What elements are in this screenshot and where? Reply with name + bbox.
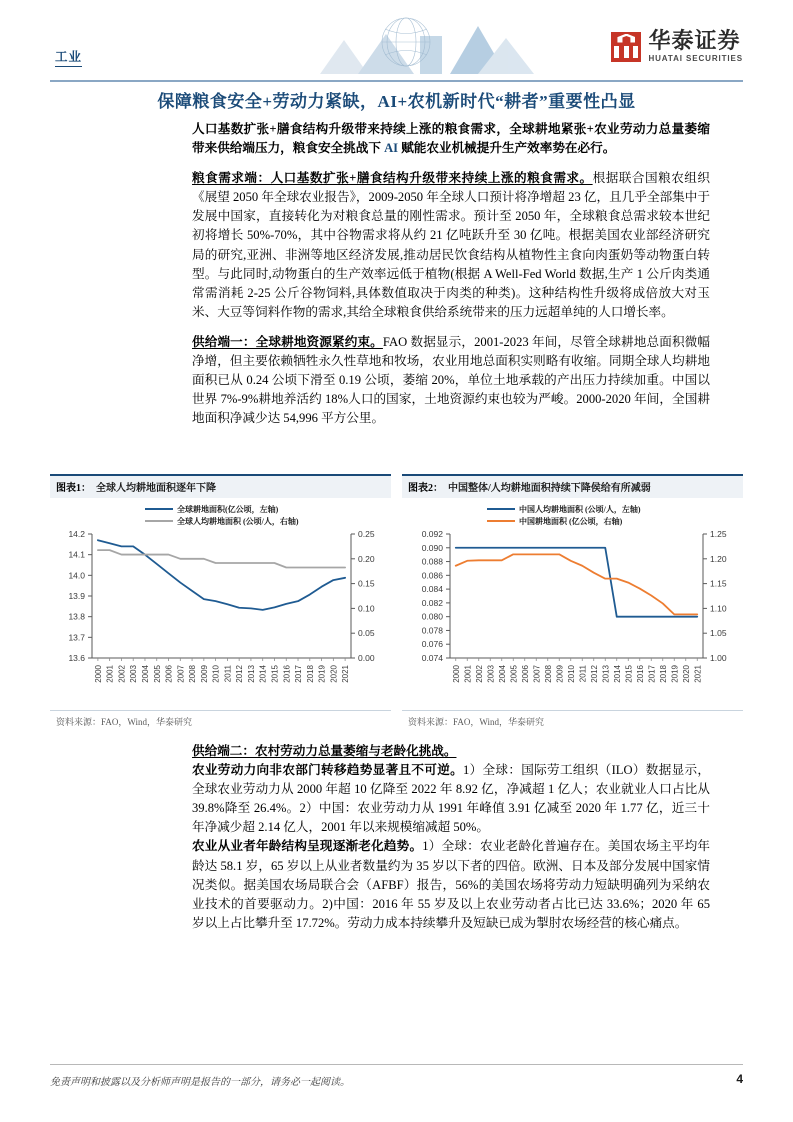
- svg-text:2012: 2012: [235, 665, 245, 683]
- header-decorative-banner: [300, 16, 550, 74]
- exhibit-2-title: 中国整体/人均耕地面积持续下降侯给有所减弱: [448, 483, 651, 494]
- svg-text:2007: 2007: [532, 665, 542, 683]
- svg-text:2020: 2020: [329, 665, 339, 683]
- svg-text:1.05: 1.05: [710, 628, 727, 639]
- svg-text:2014: 2014: [258, 665, 268, 683]
- svg-text:全球耕地面积(亿公顷，左轴): 全球耕地面积(亿公顷，左轴): [177, 505, 279, 514]
- exhibit-1-source: 资料来源：FAO，Wind，华泰研究: [50, 710, 391, 730]
- svg-text:2014: 2014: [612, 665, 622, 683]
- svg-text:0.082: 0.082: [421, 597, 443, 608]
- svg-text:2004: 2004: [497, 665, 507, 683]
- svg-text:2018: 2018: [305, 665, 315, 683]
- svg-text:2007: 2007: [176, 665, 186, 683]
- svg-text:13.6: 13.6: [68, 653, 85, 663]
- svg-text:1.25: 1.25: [710, 529, 727, 539]
- svg-text:2020: 2020: [681, 665, 691, 683]
- svg-text:13.9: 13.9: [68, 591, 85, 601]
- svg-text:2001: 2001: [105, 665, 115, 683]
- svg-text:0.15: 0.15: [358, 578, 375, 589]
- svg-text:0.086: 0.086: [421, 570, 443, 581]
- brand-name-cn: 华泰证券: [648, 28, 741, 53]
- svg-text:2008: 2008: [543, 665, 553, 683]
- svg-text:2013: 2013: [246, 665, 256, 683]
- svg-text:2001: 2001: [463, 665, 473, 683]
- paragraph-aging-heading: 农业从业者年龄结构呈现逐渐老化趋势。: [192, 839, 423, 854]
- svg-text:2009: 2009: [199, 665, 209, 683]
- svg-text:0.092: 0.092: [421, 529, 443, 539]
- svg-text:2003: 2003: [129, 665, 139, 683]
- svg-text:0.088: 0.088: [421, 556, 443, 567]
- lead-ai-token: AI: [384, 141, 399, 156]
- svg-text:13.7: 13.7: [68, 632, 85, 643]
- svg-text:0.20: 0.20: [358, 553, 375, 564]
- svg-text:1.00: 1.00: [710, 653, 727, 663]
- svg-text:2003: 2003: [486, 665, 496, 683]
- header-divider: [50, 80, 743, 82]
- paragraph-demand-heading: 粮食需求端：人口基数扩张+膳食结构升级带来持续上涨的粮食需求。: [192, 171, 593, 186]
- svg-text:2013: 2013: [601, 665, 611, 683]
- svg-text:2004: 2004: [140, 665, 150, 683]
- paragraph-demand: [192, 169, 710, 322]
- svg-text:2017: 2017: [294, 665, 304, 683]
- paragraph-aging-text: 1）全球：农业老龄化普遍存在。美国农场主平均年龄达 58.1 岁，65 岁以上从业者数量约为 35 岁以下者的四倍。欧洲、日本及部分发展中国家情况类似。据美国农场局联合会（AFBF）报告，56%的美国农场将劳动力短缺明确列为采纳农业技术的首要驱动力。2)中国：2016 年 55 岁及以上农业劳动者占比已达 33.6%；2020 年 65 岁以上占比攀升至 17.72%。劳动力成本持续攀升及短缺已成为掣肘农场经营的核心痛点。: [192, 839, 711, 930]
- footer-divider: [50, 1064, 743, 1065]
- paragraph-supply-one: [192, 333, 710, 428]
- svg-text:2006: 2006: [520, 665, 530, 683]
- svg-text:0.090: 0.090: [421, 542, 443, 553]
- exhibit-1-title: 全球人均耕地面积逐年下降: [96, 483, 216, 494]
- exhibit-1-chart: [50, 498, 391, 710]
- svg-text:0.084: 0.084: [421, 584, 443, 595]
- huatai-logo-icon: [611, 32, 641, 62]
- svg-text:2011: 2011: [223, 665, 233, 683]
- svg-text:2000: 2000: [93, 665, 103, 683]
- svg-text:2002: 2002: [474, 665, 484, 683]
- svg-text:2016: 2016: [282, 665, 292, 683]
- svg-text:1.15: 1.15: [710, 578, 727, 589]
- svg-text:0.074: 0.074: [421, 653, 443, 663]
- paragraph-supply-two-heading-row: [192, 742, 710, 761]
- lead-paragraph: [192, 120, 710, 158]
- svg-text:2010: 2010: [211, 665, 221, 683]
- page-title: 保障粮食安全+劳动力紧缺，AI+农机新时代“耕者”重要性凸显: [157, 92, 636, 111]
- exhibit-2: [402, 474, 743, 730]
- article-body: [192, 120, 710, 439]
- svg-text:中国人均耕地面积 (公顷/人，左轴): 中国人均耕地面积 (公顷/人，左轴): [519, 505, 641, 514]
- svg-text:0.10: 0.10: [358, 603, 375, 614]
- svg-text:2011: 2011: [578, 665, 588, 683]
- paragraph-supply-two-heading: 供给端二：农村劳动力总量萎缩与老龄化挑战。: [192, 744, 457, 758]
- exhibit-1-header: [50, 474, 391, 498]
- paragraph-labor-shift-heading: 农业劳动力向非农部门转移趋势显著且不可逆。: [192, 763, 464, 778]
- svg-text:2021: 2021: [341, 665, 351, 683]
- paragraph-supply-one-heading: 供给端一：全球耕地资源紧约束。: [192, 334, 383, 349]
- svg-text:2021: 2021: [693, 665, 703, 683]
- svg-text:2006: 2006: [164, 665, 174, 683]
- footer-disclaimer: 免责声明和披露以及分析师声明是报告的一部分，请务必一起阅读。: [50, 1077, 350, 1088]
- paragraph-demand-text: 根据联合国粮农组织《展望 2050 年全球农业报告》，2009-2050 年全球人口预计将净增超 23 亿，且几乎全部集中于发展中国家，直接转化为对粮食总量的刚性需求。预计至 2050 年，全球粮食总需求较本世纪初将增长 50%-70%，其中谷物需求将从约 21 亿吨跃升至 30 亿吨。根据美国农业部经济研究局的研究,亚洲、非洲等地区经济发展,推动居民饮食结构从植物性主食向肉蛋奶等动物蛋白转型。与此同时,动物蛋白的生产效率远低于植物(根据 A Well-Fed World 数据,生产 1 公斤肉类通常需消耗 2-25 公斤谷物饲料,具体数值取决于肉类的种类)。这种结构性升级将成倍放大对玉米、大豆等饲料作物的需求,其给全球粮食供给系统带来的压力远超单纯的人口增长率。: [192, 171, 711, 319]
- article-body-lower: [192, 742, 710, 944]
- svg-text:1.20: 1.20: [710, 553, 727, 564]
- svg-text:2005: 2005: [509, 665, 519, 683]
- svg-text:0.076: 0.076: [421, 639, 443, 650]
- paragraph-aging: [192, 837, 710, 932]
- chart-china-arable-land: [402, 498, 743, 710]
- svg-text:0.25: 0.25: [358, 529, 375, 539]
- exhibit-2-header: [402, 474, 743, 498]
- svg-text:2019: 2019: [670, 665, 680, 683]
- svg-text:2000: 2000: [451, 665, 461, 683]
- svg-text:14.0: 14.0: [68, 570, 85, 581]
- svg-text:2005: 2005: [152, 665, 162, 683]
- svg-text:14.1: 14.1: [68, 549, 85, 560]
- svg-text:0.05: 0.05: [358, 628, 375, 639]
- svg-text:全球人均耕地面积 (公顷/人，右轴): 全球人均耕地面积 (公顷/人，右轴): [177, 517, 299, 526]
- lead-text-1: 人口基数扩张+膳食结构升级带来持续上涨的粮食需求，全球耕地紧张+农业劳动力总量萎缩带来供给端压力，粮食安全挑战下: [192, 122, 710, 156]
- brand-name-en: HUATAI SECURITIES: [648, 54, 743, 63]
- page-footer: [50, 1064, 743, 1094]
- svg-text:1.10: 1.10: [710, 603, 727, 614]
- svg-text:2010: 2010: [566, 665, 576, 683]
- svg-text:2008: 2008: [188, 665, 198, 683]
- exhibit-row: [50, 474, 743, 730]
- svg-text:2015: 2015: [270, 665, 280, 683]
- exhibit-1-number: 图表1：: [56, 483, 91, 494]
- page-header: [0, 0, 793, 86]
- svg-text:2012: 2012: [589, 665, 599, 683]
- paragraph-supply-one-text: FAO 数据显示，2001-2023 年间，尽管全球耕地总面积微幅净增，但主要依赖牺牲永久性草地和牧场，农业用地总面积实则略有收缩。同期全球人均耕地面积已从 0.24 公顷下滑至 0.19 公顷，萎缩 20%，单位土地承载的产出压力持续加重。中国以世界 7%-9%耕地养活约 18%人口的国家，土地资源约束也较为严峻。2000-2020 年间，全国耕地面积净减少达 54,996 平方公里。: [192, 334, 711, 426]
- svg-text:2002: 2002: [117, 665, 127, 683]
- svg-text:0.080: 0.080: [421, 611, 443, 622]
- header-category: 工业: [55, 50, 82, 67]
- svg-text:2009: 2009: [555, 665, 565, 683]
- brand-logo: [611, 30, 743, 63]
- svg-text:2015: 2015: [624, 665, 634, 683]
- svg-text:0.078: 0.078: [421, 625, 443, 636]
- svg-text:0.00: 0.00: [358, 653, 375, 663]
- svg-text:13.8: 13.8: [68, 611, 85, 622]
- exhibit-2-chart: [402, 498, 743, 710]
- svg-text:中国耕地面积 (亿公顷，右轴): 中国耕地面积 (亿公顷，右轴): [519, 517, 623, 526]
- svg-text:2018: 2018: [658, 665, 668, 683]
- paragraph-labor-shift: [192, 761, 710, 837]
- svg-text:2016: 2016: [635, 665, 645, 683]
- exhibit-1: [50, 474, 391, 730]
- svg-text:2017: 2017: [647, 665, 657, 683]
- lead-text-2: 赋能农业机械提升生产效率势在必行。: [398, 141, 616, 156]
- paragraph-labor-shift-text: 1）全球：国际劳工组织（ILO）数据显示，全球农业劳动力从 2000 年超 10 亿降至 2022 年 8.92 亿，净减超 1 亿人；农业就业人口占比从 39.8%降至 26.4%。2）中国：农业劳动力从 1991 年峰值 3.91 亿减至 2020 年 1.77 亿，近三十年净减少超 2.14 亿人，2001 年以来规模缩减超 50%。: [192, 763, 710, 835]
- page-number: 4: [736, 1072, 743, 1086]
- chart-global-arable-land: [50, 498, 391, 710]
- svg-text:2019: 2019: [317, 665, 327, 683]
- exhibit-2-source: 资料来源：FAO，Wind，华泰研究: [402, 710, 743, 730]
- svg-text:14.2: 14.2: [68, 529, 85, 539]
- exhibit-2-number: 图表2：: [408, 483, 443, 494]
